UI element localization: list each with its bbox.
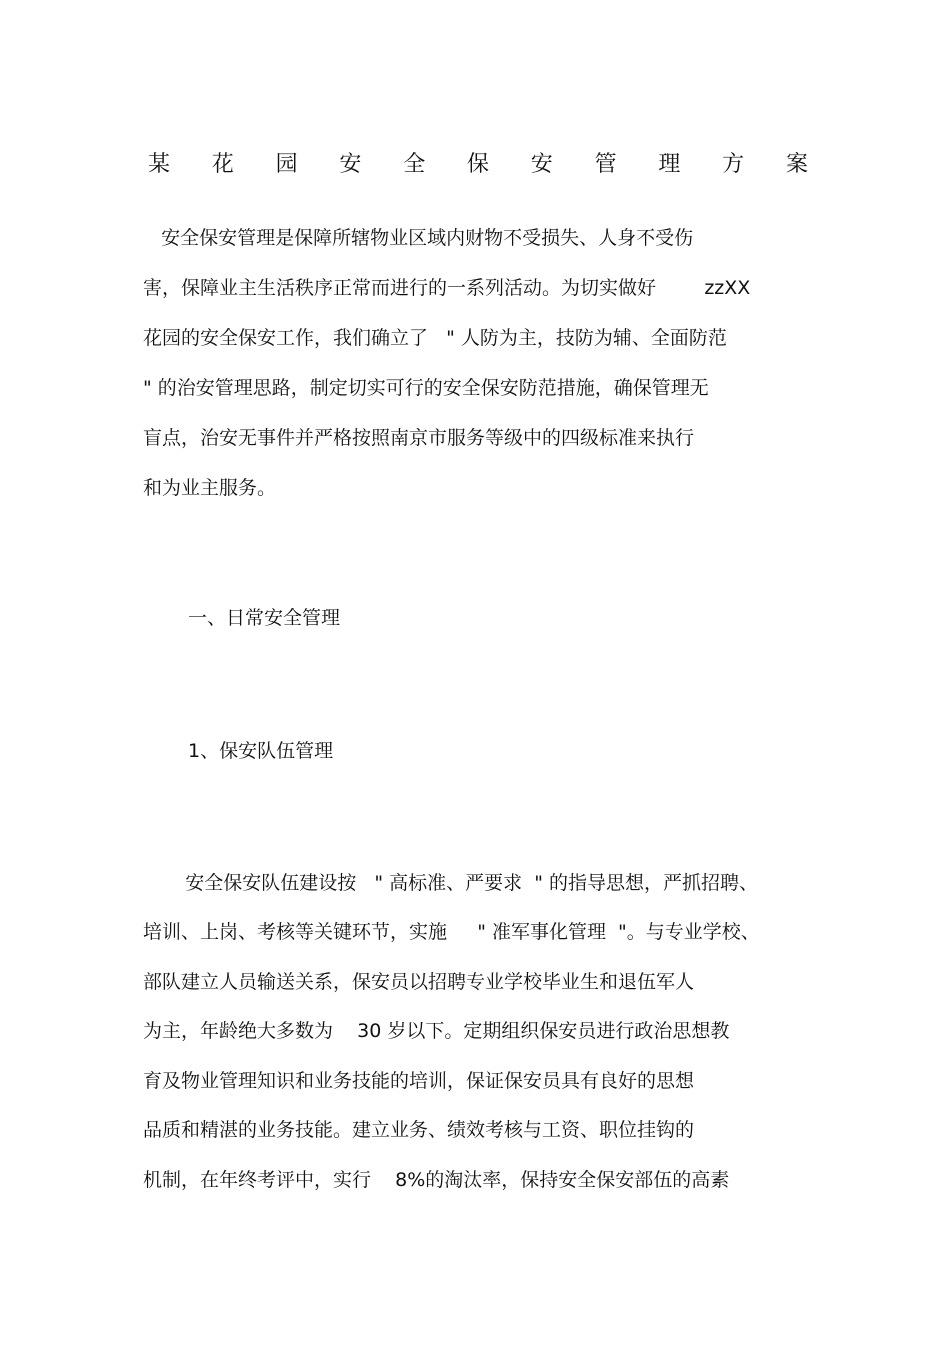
title-char: 理 (658, 152, 681, 177)
document-title (148, 148, 808, 182)
title-char: 方 (722, 152, 745, 177)
body-line: 部队建立人员输送关系，保安员以招聘专业学校毕业生和退伍军人 (143, 971, 695, 993)
body-line: 为主，年龄绝大多数为 30 岁以下。定期组织保安员进行政治思想教 (143, 1020, 730, 1042)
title-char: 花 (211, 152, 234, 177)
section-heading: 一、日常安全管理 (188, 607, 341, 629)
title-char: 管 (594, 152, 617, 177)
intro-line: " 的治安管理思路，制定切实可行的安全保安防范措施，确保管理无 (143, 377, 709, 399)
subsection-heading: 1、保安队伍管理 (188, 740, 334, 762)
body-line: 机制，在年终考评中，实行 8%的淘汰率，保持安全保安部伍的高素 (143, 1169, 730, 1191)
intro-line: 花园的安全保安工作，我们确立了 " 人防为主，技防为辅、全面防范 (143, 327, 727, 349)
title-char: 园 (275, 152, 298, 177)
title-char: 某 (148, 152, 171, 177)
title-char: 安 (339, 152, 362, 177)
body-line: 安全保安队伍建设按 " 高标准、严要求 " 的指导思想，严抓招聘、 (143, 872, 759, 894)
intro-line: 盲点，治安无事件并严格按照南京市服务等级中的四级标准来执行 (143, 427, 695, 449)
intro-line: 安全保安管理是保障所辖物业区域内财物不受损失、人身不受伤 (143, 227, 694, 249)
title-char: 安 (530, 152, 553, 177)
title-char: 全 (403, 152, 426, 177)
body-line: 育及物业管理知识和业务技能的培训，保证保安员具有良好的思想 (143, 1070, 695, 1092)
body-line: 品质和精湛的业务技能。建立业务、绩效考核与工资、职位挂钩的 (143, 1119, 695, 1141)
intro-line: 和为业主服务。 (143, 477, 277, 499)
intro-line: 害，保障业主生活秩序正常而进行的一系列活动。为切实做好 zzXX (143, 277, 751, 299)
title-char: 保 (466, 152, 489, 177)
body-line: 培训、上岗、考核等关键环节，实施 " 准军事化管理 "。与专业学校、 (143, 921, 760, 943)
title-char: 案 (785, 152, 808, 177)
